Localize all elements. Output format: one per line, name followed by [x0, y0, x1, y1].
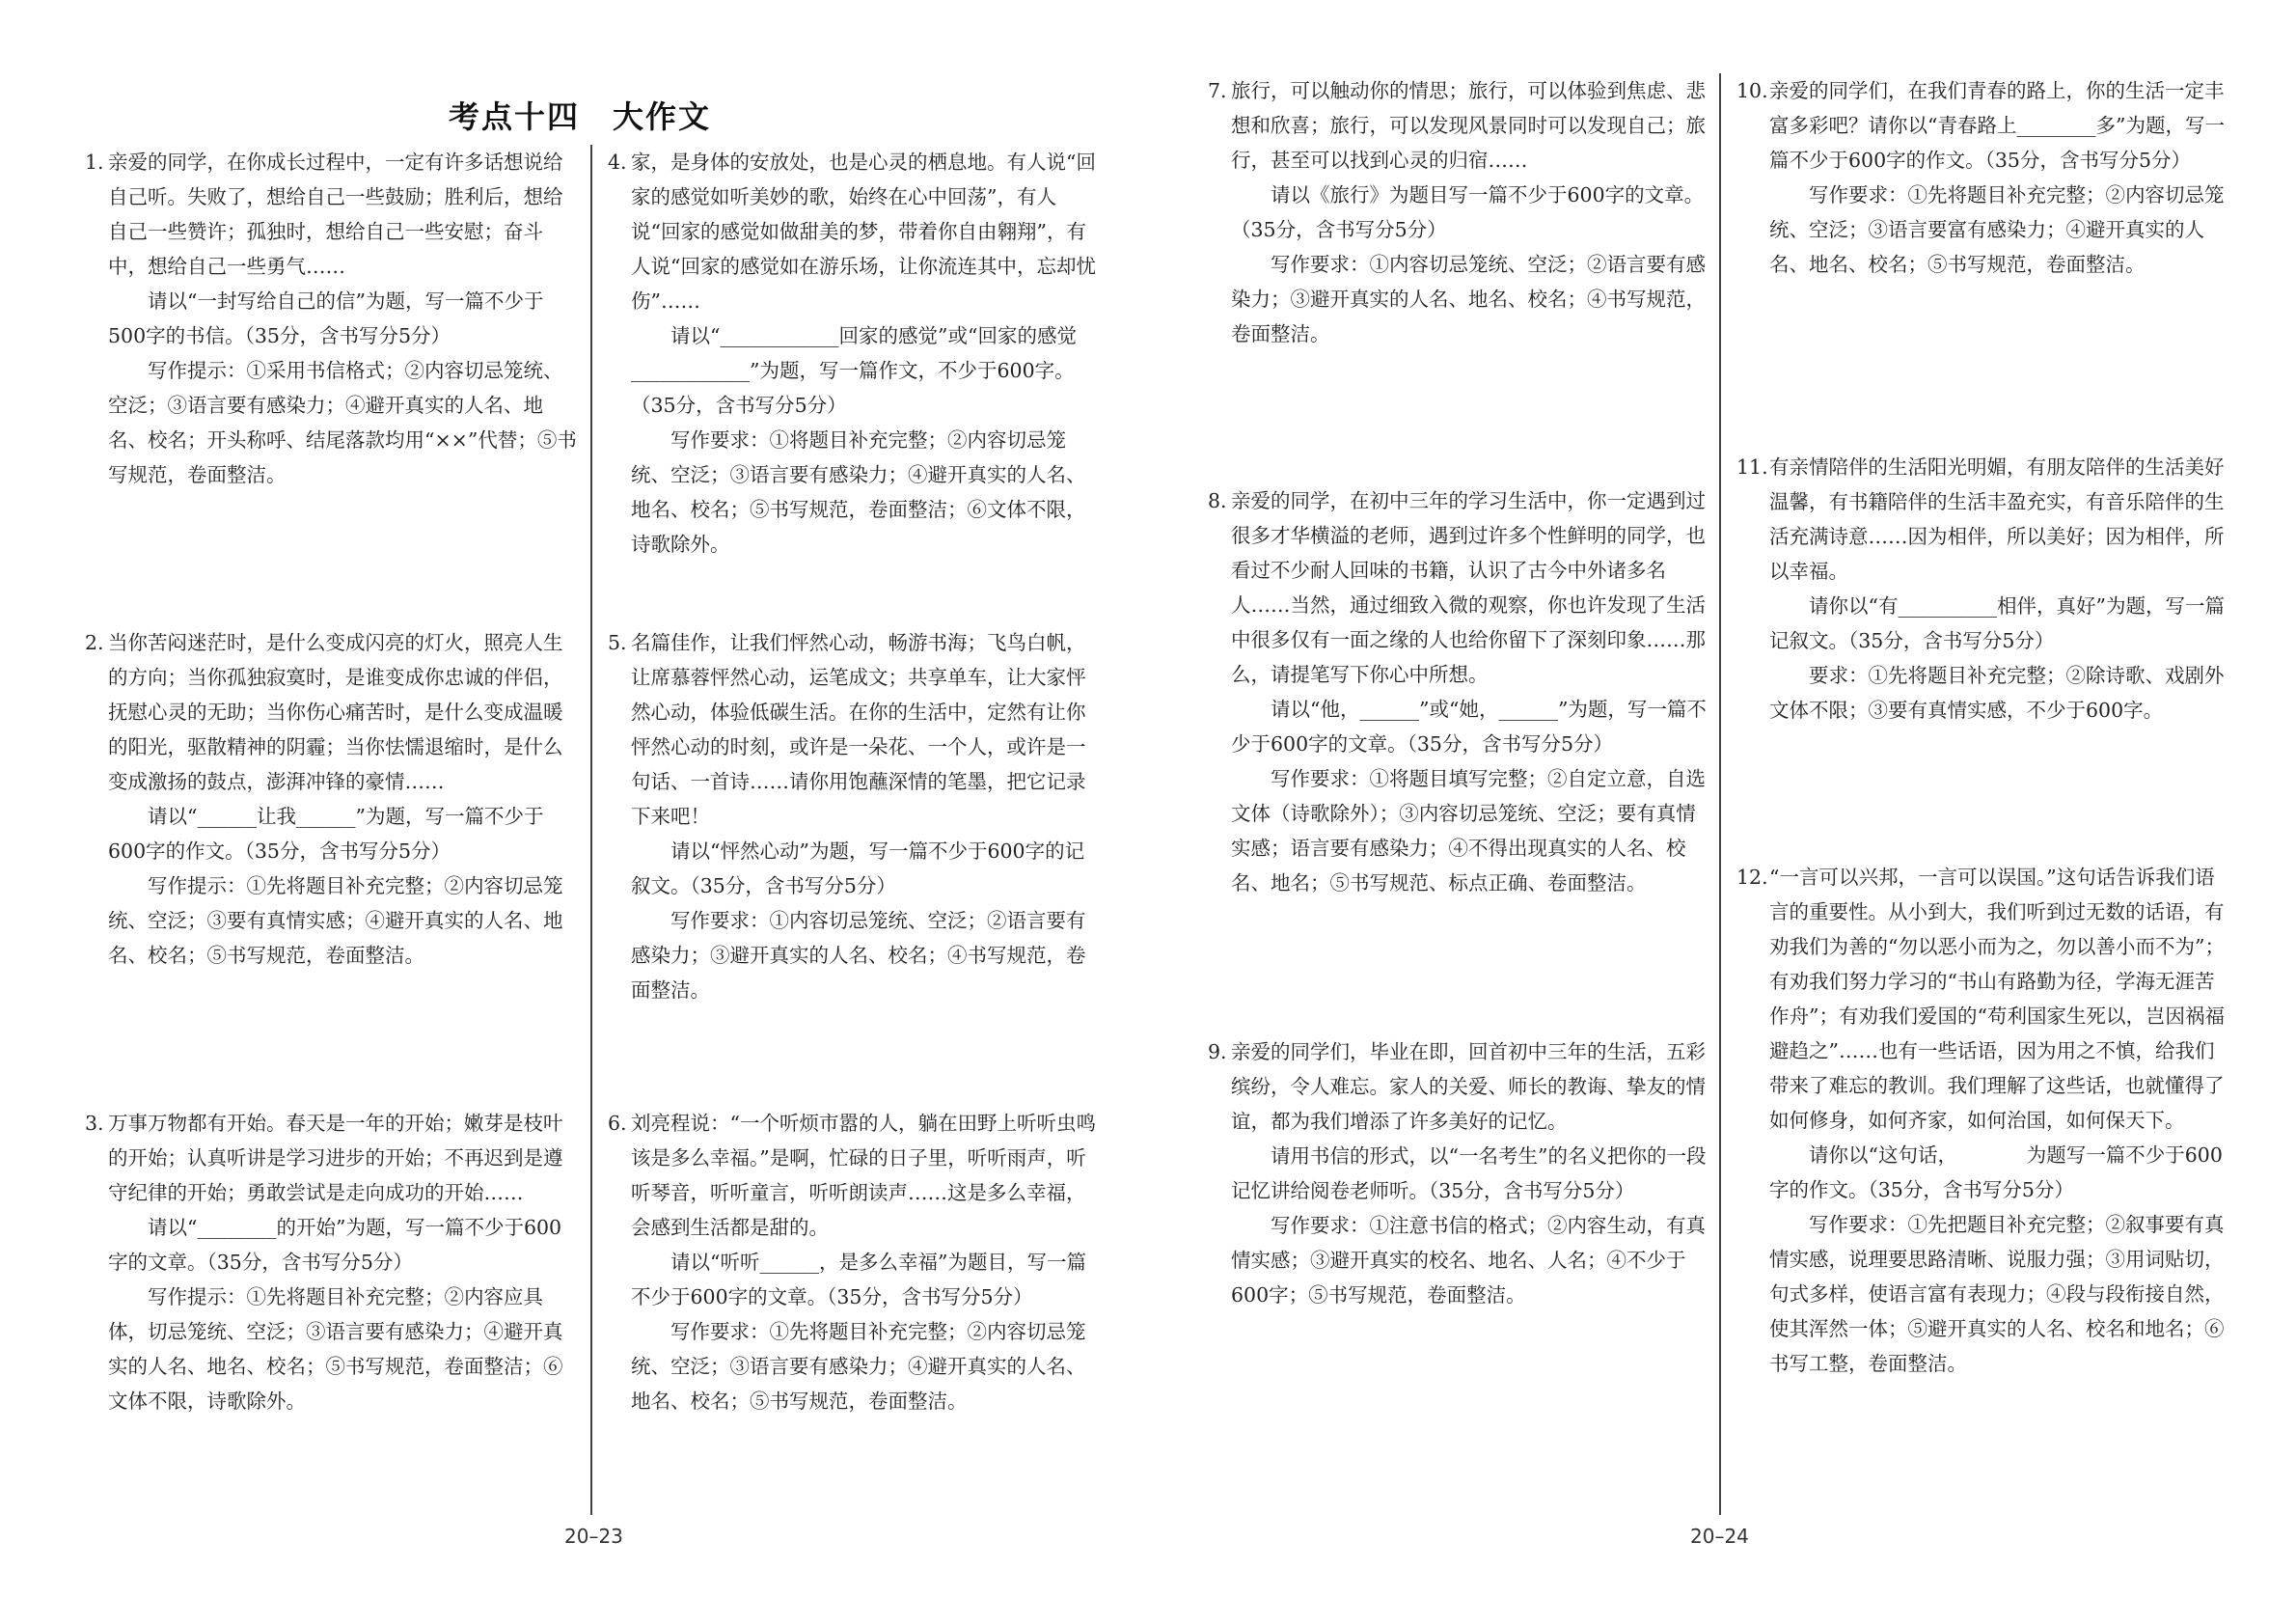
question-8 [1208, 483, 1709, 900]
question-number: 2. [85, 631, 104, 654]
question-5 [608, 625, 1100, 1007]
question-requirements: 写作提示：①采用书信格式；②内容切忌笼统、空泛；③语言要有感染力；④避开真实的人名、地名、校名；开头称呼、结尾落款均用“××”代替；⑤书写规范，卷面整洁。 [108, 359, 577, 486]
question-number: 8. [1208, 489, 1227, 512]
question-task: 请以“怦然心动”为题，写一篇不少于600字的记叙文。（35分，含书写分5分） [631, 840, 1085, 897]
question-requirements: 写作要求：①将题目填写完整；②自定立意，自选文体（诗歌除外）；③内容切忌笼统、空泛；要有真情实感；语言要有感染力；④不得出现真实的人名、校名、地名；⑤书写规范、标点正确、卷面整洁。 [1231, 767, 1706, 895]
question-4 [608, 145, 1100, 562]
question-number: 1. [85, 151, 104, 174]
question-12 [1736, 860, 2228, 1381]
question-number: 10. [1736, 79, 1768, 102]
question-requirements: 写作要求：①内容切忌笼统、空泛；②语言要有感染力；③避开真实的人名、地名、校名；④书写规范，卷面整洁。 [1231, 253, 1706, 345]
question-requirements: 写作要求：①先将题目补充完整；②内容切忌笼统、空泛；③语言要富有感染力；④避开真实的人名、地名、校名；⑤书写规范，卷面整洁。 [1769, 183, 2225, 276]
question-number: 11. [1736, 455, 1768, 479]
page-number-left: 20–23 [564, 1525, 623, 1548]
question-prompt: “一言可以兴邦，一言可以误国。”这句话告诉我们语言的重要性。从小到大，我们听到过无数的话语，有劝我们为善的“勿以恶小而为之，勿以善小而不为”；有劝我们努力学习的“书山有路勤为径，学海无涯苦作舟”；有劝我们爱国的“苟利国家生死以，岂因祸福避趋之”……也有一些话语，因为用之不慎，给我们带来了难忘的教训。我们理解了这些话，也就懂得了如何修身，如何齐家，如何治国，如何保天下。 [1769, 866, 2225, 1132]
question-7 [1208, 73, 1709, 351]
page-number-right: 20–24 [1690, 1525, 1749, 1548]
question-11 [1736, 450, 2228, 728]
column-divider [590, 145, 592, 1515]
question-task: 请以“听听______，是多么幸福”为题目，写一篇不少于600字的文章。（35分，含书写分5分） [631, 1251, 1086, 1308]
question-task: 请以“一封写给自己的信”为题，写一篇不少于500字的书信。（35分，含书写分5分） [108, 289, 544, 347]
question-task: 请以“______让我______”为题，写一篇不少于600字的作文。（35分，含书写分5分） [108, 805, 544, 863]
question-prompt: 亲爱的同学，在初中三年的学习生活中，你一定遇到过很多才华横溢的老师，遇到过许多个性鲜明的同学，也看过不少耐人回味的书籍，认识了古今中外诸多名人……当然，通过细致入微的观察，你也许发现了生活中很多仅有一面之缘的人也给你留下了深刻印象……那么，请提笔写下你心中所想。 [1231, 489, 1706, 686]
question-prompt: 亲爱的同学，在你成长过程中，一定有许多话想说给自己听。失败了，想给自己一些鼓励；胜利后，想给自己一些赞许；孤独时，想给自己一些安慰；奋斗中，想给自己一些勇气…… [108, 151, 563, 278]
question-requirements: 写作提示：①先将题目补充完整；②内容应具体，切忌笼统、空泛；③语言要有感染力；④避开真实的人名、地名、校名；⑤书写规范，卷面整洁；⑥文体不限，诗歌除外。 [108, 1285, 563, 1413]
question-1 [85, 145, 577, 492]
question-requirements: 写作要求：①将题目补充完整；②内容切忌笼统、空泛；③语言要有感染力；④避开真实的人名、地名、校名；⑤书写规范，卷面整洁；⑥文体不限，诗歌除外。 [631, 428, 1086, 556]
question-task: 请以“他，______”或“她，______”为题，写一篇不少于600字的文章。（35分，含书写分5分） [1231, 698, 1707, 756]
question-requirements: 写作要求：①注意书信的格式；②内容生动，有真情实感；③避开真实的校名、地名、人名；④不少于600字；⑤书写规范，卷面整洁。 [1231, 1214, 1706, 1307]
question-number: 5. [608, 631, 627, 654]
question-requirements: 写作要求：①内容切忌笼统、空泛；②语言要有感染力；③避开真实的人名、校名；④书写规范，卷面整洁。 [631, 909, 1086, 1002]
question-3 [85, 1106, 577, 1418]
question-task: 请用书信的形式，以“一名考生”的名义把你的一段记忆讲给阅卷老师听。（35分，含书写分5分） [1231, 1144, 1707, 1202]
question-prompt: 当你苦闷迷茫时，是什么变成闪亮的灯火，照亮人生的方向；当你孤独寂寞时，是谁变成你忠诚的伴侣，抚慰心灵的无助；当你伤心痛苦时，是什么变成温暖的阳光，驱散精神的阴霾；当你怯懦退缩时，是什么变成激扬的鼓点，澎湃冲锋的豪情…… [108, 631, 563, 793]
question-number: 7. [1208, 79, 1227, 102]
column-divider [1719, 73, 1721, 1515]
question-prompt: 亲爱的同学们，毕业在即，回首初中三年的生活，五彩缤纷，令人难忘。家人的关爱、师长的教诲、挚友的情谊，都为我们增添了许多美好的记忆。 [1231, 1040, 1706, 1133]
question-requirements: 写作要求：①先将题目补充完整；②内容切忌笼统、空泛；③语言要有感染力；④避开真实的人名、地名、校名；⑤书写规范，卷面整洁。 [631, 1320, 1086, 1413]
question-prompt: 万事万物都有开始。春天是一年的开始；嫩芽是枝叶的开始；认真听讲是学习进步的开始；不再迟到是遵守纪律的开始；勇敢尝试是走向成功的开始…… [108, 1112, 563, 1204]
question-task: 请以“________的开始”为题，写一篇不少于600字的文章。（35分，含书写分5分） [108, 1216, 562, 1274]
question-requirements: 写作要求：①先把题目补充完整；②叙事要有真情实感，说理要思路清晰、说服力强；③用词贴切，句式多样，使语言富有表现力；④段与段衔接自然，使其浑然一体；⑤避开真实的人名、校名和地名；⑥书写工整，卷面整洁。 [1769, 1213, 2225, 1375]
question-number: 12. [1736, 866, 1768, 889]
question-requirements: 要求：①先将题目补充完整；②除诗歌、戏剧外文体不限；③要有真情实感，不少于600字。 [1769, 664, 2225, 722]
question-prompt: 旅行，可以触动你的情思；旅行，可以体验到焦虑、悲想和欣喜；旅行，可以发现风景同时可以发现自己；旅行，甚至可以找到心灵的归宿…… [1231, 79, 1706, 172]
question-2 [85, 625, 577, 973]
question-task: 请你以“这句话， 为题写一篇不少于600字的作文。（35分，含书写分5分） [1769, 1143, 2223, 1201]
question-number: 3. [85, 1112, 104, 1135]
question-10 [1736, 73, 2228, 282]
question-task: 请以《旅行》为题目写一篇不少于600字的文章。（35分，含书写分5分） [1231, 183, 1705, 241]
question-6 [608, 1106, 1100, 1418]
question-prompt: 有亲情陪伴的生活阳光明媚，有朋友陪伴的生活美好温馨，有书籍陪伴的生活丰盈充实，有音乐陪伴的生活充满诗意……因为相伴，所以美好；因为相伴，所以幸福。 [1769, 455, 2225, 583]
question-9 [1208, 1034, 1709, 1312]
question-requirements: 写作提示：①先将题目补充完整；②内容切忌笼统、空泛；③要有真情实感；④避开真实的人名、地名、校名；⑤书写规范，卷面整洁。 [108, 874, 563, 967]
question-task: 请以“____________回家的感觉”或“回家的感觉____________”为题，写一篇作文，不少于600字。（35分，含书写分5分） [631, 324, 1077, 417]
question-prompt: 亲爱的同学们，在我们青春的路上，你的生活一定丰富多彩吧？请你以“青春路上________多”为题，写一篇不少于600字的作文。（35分，含书写分5分） [1769, 79, 2225, 172]
question-number: 4. [608, 151, 627, 174]
question-number: 9. [1208, 1040, 1227, 1063]
question-prompt: 刘亮程说：“一个听烦市嚣的人，躺在田野上听听虫鸣该是多么幸福。”是啊，忙碌的日子里，听听雨声，听听琴音，听听童言，听听朗读声……这是多么幸福，会感到生活都是甜的。 [631, 1112, 1096, 1239]
question-number: 6. [608, 1112, 627, 1135]
question-prompt: 名篇佳作，让我们怦然心动，畅游书海；飞鸟白帆，让席慕蓉怦然心动，运笔成文；共享单车，让大家怦然心动，体验低碳生活。在你的生活中，定然有让你怦然心动的时刻，或许是一朵花、一个人，或许是一句话、一首诗……请你用饱蘸深情的笔墨，把它记录下来吧！ [631, 631, 1086, 828]
question-prompt: 家，是身体的安放处，也是心灵的栖息地。有人说“回家的感觉如听美妙的歌，始终在心中回荡”，有人说“回家的感觉如做甜美的梦，带着你自由翱翔”，有人说“回家的感觉如在游乐场，让你流连其中，忘却忧伤”…… [631, 151, 1096, 313]
question-task: 请你以“有__________相伴，真好”为题，写一篇记叙文。（35分，含书写分5分） [1769, 594, 2225, 652]
page-title: 考点十四 大作文 [449, 98, 712, 135]
